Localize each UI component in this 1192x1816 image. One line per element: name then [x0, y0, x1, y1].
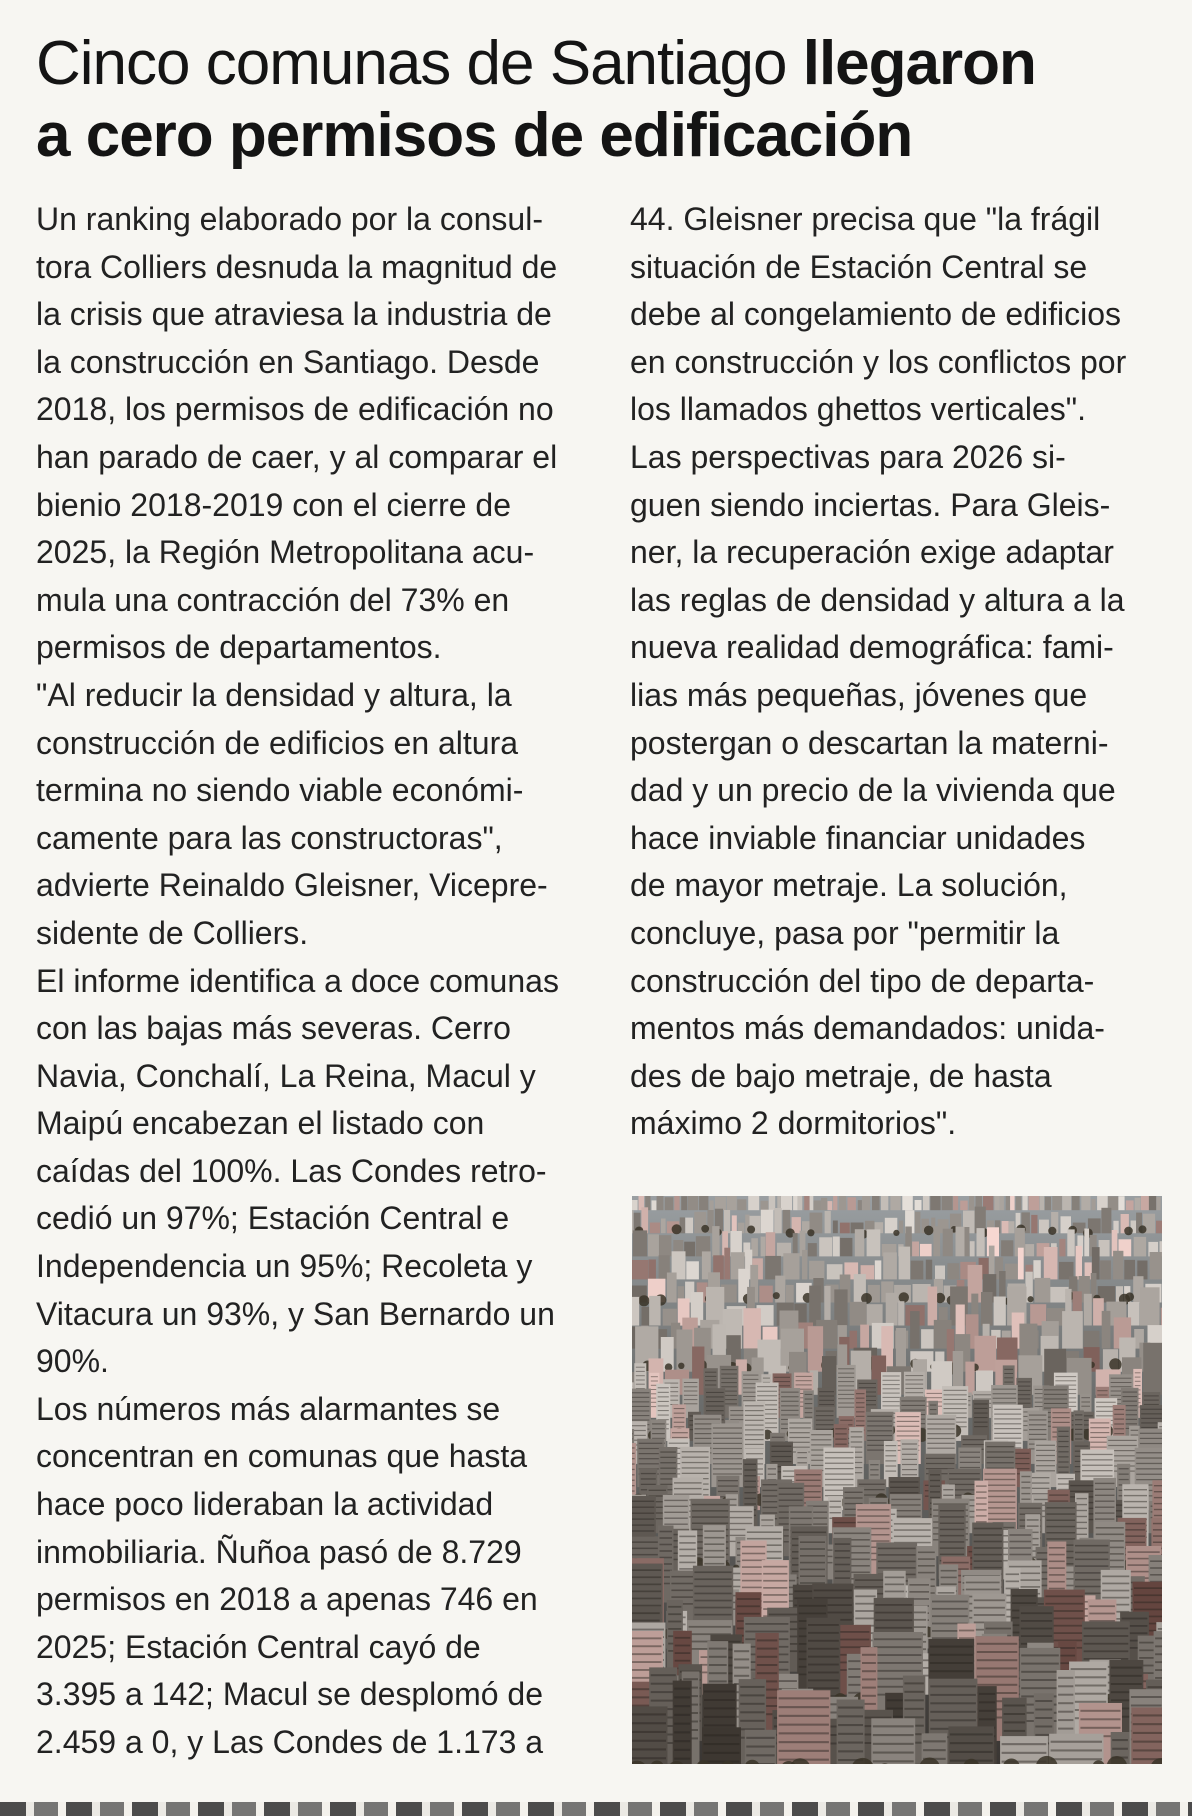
right-column-line: máximo 2 dormitorios". — [630, 1105, 957, 1142]
left-column-line: la construcción en Santiago. Desde — [36, 343, 540, 380]
article-left-column — [36, 196, 602, 1767]
left-column-line: construcción de edificios en altura — [36, 724, 519, 761]
right-column-line: concluye, pasa por "permitir la — [630, 914, 1060, 951]
headline-bold-line2: a cero permisos de edificación — [36, 101, 913, 170]
right-column-line: ner, la recuperación exige adaptar — [630, 534, 1114, 571]
santiago-skyline-photo — [632, 1196, 1162, 1764]
right-column-line: mentos más demandados: unida- — [630, 1010, 1105, 1047]
left-column-line: El informe identifica a doce comunas — [36, 962, 559, 999]
left-column-line: Navia, Conchalí, La Reina, Macul y — [36, 1057, 536, 1094]
left-column-line: permisos de departamentos. — [36, 629, 442, 666]
right-column-line: guen siendo inciertas. Para Gleis- — [630, 486, 1111, 523]
left-column-line: inmobiliaria. Ñuñoa pasó de 8.729 — [36, 1533, 522, 1570]
left-column-line: Un ranking elaborado por la consul- — [36, 201, 543, 237]
right-column-line: Las perspectivas para 2026 si- — [630, 438, 1066, 475]
left-column-line: con las bajas más severas. Cerro — [36, 1010, 511, 1047]
left-column-line: Vitacura un 93%, y San Bernardo un — [36, 1295, 555, 1332]
left-column-line: Independencia un 95%; Recoleta y — [36, 1248, 533, 1285]
left-column-line: permisos en 2018 a apenas 746 en — [36, 1581, 538, 1618]
left-column-line: advierte Reinaldo Gleisner, Vicepre- — [36, 867, 548, 904]
right-column-line: des de bajo metraje, de hasta — [630, 1057, 1052, 1094]
left-column-line: cedió un 97%; Estación Central e — [36, 1200, 510, 1237]
left-column-line: 2018, los permisos de edificación no — [36, 391, 554, 428]
right-column-line: situación de Estación Central se — [630, 248, 1088, 285]
left-column-line: mula una contracción del 73% en — [36, 581, 510, 618]
right-column-line: debe al congelamiento de edificios — [630, 296, 1121, 333]
headline-regular: Cinco comunas de Santiago — [36, 29, 803, 98]
right-column-line: lias más pequeñas, jóvenes que — [630, 676, 1088, 713]
left-column-line: 3.395 a 142; Macul se desplomó de — [36, 1676, 543, 1713]
left-column-text — [36, 196, 602, 1767]
right-column-line: nueva realidad demográfica: fami- — [630, 629, 1114, 666]
left-column-line: la crisis que atraviesa la industria de — [36, 296, 552, 333]
left-column-line: caídas del 100%. Las Condes retro- — [36, 1152, 547, 1189]
left-column-line: "Al reducir la densidad y altura, la — [36, 676, 512, 713]
right-column-line: los llamados ghettos verticales". — [630, 391, 1087, 428]
right-column-line: hace inviable financiar unidades — [630, 819, 1086, 856]
right-column-line: postergan o descartan la materni- — [630, 724, 1109, 761]
left-column-line: 90%. — [36, 1343, 109, 1380]
right-column-text — [630, 196, 1170, 1148]
left-column-line: han parado de caer, y al comparar el — [36, 438, 558, 475]
article-right-column — [630, 196, 1170, 1148]
right-column-line: las reglas de densidad y altura a la — [630, 581, 1125, 618]
left-column-line: camente para las constructoras", — [36, 819, 503, 856]
city-aerial-image — [632, 1196, 1162, 1764]
right-column-line: 44. Gleisner precisa que "la frágil — [630, 201, 1101, 237]
left-column-line: 2.459 a 0, y Las Condes de 1.173 a — [36, 1724, 544, 1760]
right-column-line: dad y un precio de la vivienda que — [630, 772, 1116, 809]
left-column-line: 2025, la Región Metropolitana acu- — [36, 534, 535, 571]
left-column-line: Maipú encabezan el listado con — [36, 1105, 485, 1142]
left-column-line: tora Colliers desnuda la magnitud de — [36, 248, 558, 285]
left-column-line: sidente de Colliers. — [36, 914, 309, 951]
left-column-line: hace poco lideraban la actividad — [36, 1486, 494, 1523]
headline — [36, 28, 1156, 172]
page-edge — [0, 1802, 1192, 1816]
left-column-line: termina no siendo viable económi- — [36, 772, 524, 809]
right-column-line: en construcción y los conflictos por — [630, 343, 1127, 380]
left-column-line: bienio 2018-2019 con el cierre de — [36, 486, 511, 523]
right-column-line: de mayor metraje. La solución, — [630, 867, 1068, 904]
left-column-line: 2025; Estación Central cayó de — [36, 1628, 481, 1665]
headline-bold-line1: llegaron — [802, 29, 1036, 98]
right-column-line: construcción del tipo de departa- — [630, 962, 1095, 999]
left-column-line: Los números más alarmantes se — [36, 1390, 501, 1427]
left-column-line: concentran en comunas que hasta — [36, 1438, 527, 1475]
